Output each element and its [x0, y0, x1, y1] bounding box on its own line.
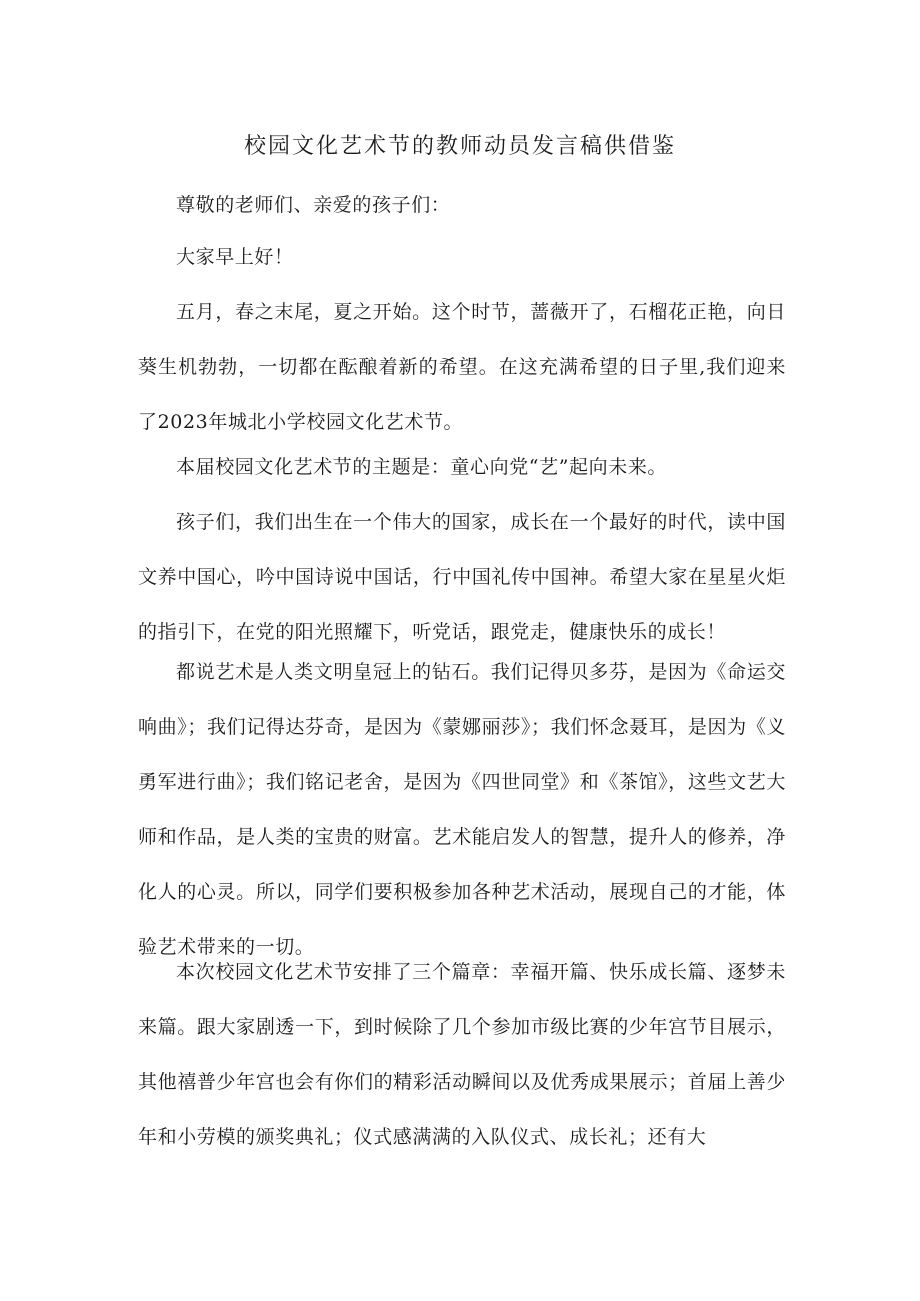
- theme-paragraph: 本届校园文化艺术节的主题是：童心向党“艺”起向未来。: [176, 456, 668, 478]
- chapters-paragraph: 本次校园文化艺术节安排了三个篇章：幸福开篇、快乐成长篇、逐梦未来篇。跟大家剧透一下，到时候除了几个参加市级比赛的少年宫节目展示，其他禧普少年宫也会有你们的精彩活动瞬间以及优秀成果展示；首届上善少年和小劳模的颁奖典礼；仪式感满满的入队仪式、成长礼；还有大: [138, 961, 786, 1148]
- may-season-paragraph: 五月，春之末尾，夏之开始。这个时节，蔷薇开了，石榴花正艳，向日葵生机勃勃，一切都在酝酿着新的希望。在这充满希望的日子里,我们迎来了2023年城北小学校园文化艺术节。: [138, 301, 786, 433]
- good-morning-paragraph: 大家早上好！: [176, 246, 294, 268]
- greeting-paragraph: 尊敬的老师们、亲爱的孩子们：: [176, 194, 451, 216]
- art-paragraph: 都说艺术是人类文明皇冠上的钻石。我们记得贝多芬，是因为《命运交响曲》；我们记得达芬奇，是因为《蒙娜丽莎》；我们怀念聂耳，是因为《义勇军进行曲》；我们铭记老舍，是因为《四世同堂》和《茶馆》，这些文艺大师和作品，是人类的宝贵的财富。艺术能启发人的智慧，提升人的修养，净化人的心灵。所以，同学们要积极参加各种艺术活动，展现自己的才能，体验艺术带来的一切。: [138, 661, 786, 958]
- document-title: 校园文化艺术节的教师动员发言稿供借鉴: [243, 134, 676, 159]
- children-paragraph: 孩子们，我们出生在一个伟大的国家，成长在一个最好的时代，读中国文养中国心，吟中国诗说中国话，行中国礼传中国神。希望大家在星星火炬的指引下，在党的阳光照耀下，听党话，跟党走，健康快乐的成长！: [138, 511, 786, 643]
